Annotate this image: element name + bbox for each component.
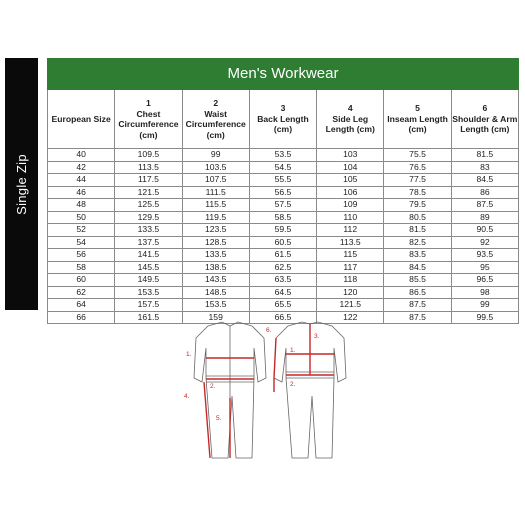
table-cell: 79.5 [384, 199, 451, 212]
table-row [48, 274, 519, 287]
table-title: Men's Workwear [48, 59, 519, 90]
table-cell: 64 [48, 299, 115, 312]
table-cell: 104 [317, 161, 384, 174]
table-cell: 113.5 [115, 161, 182, 174]
table-cell: 96.5 [451, 274, 518, 287]
table-cell: 83.5 [384, 249, 451, 262]
table-cell: 138.5 [182, 261, 249, 274]
table-cell: 65.5 [249, 299, 316, 312]
table-cell: 55.5 [249, 174, 316, 187]
table-cell: 87.5 [384, 299, 451, 312]
table-cell: 57.5 [249, 199, 316, 212]
table-cell: 82.5 [384, 236, 451, 249]
table-cell: 121.5 [317, 299, 384, 312]
table-cell: 129.5 [115, 211, 182, 224]
table-cell: 90.5 [451, 224, 518, 237]
table-cell: 120 [317, 286, 384, 299]
table-cell: 141.5 [115, 249, 182, 262]
table-cell: 117 [317, 261, 384, 274]
table-cell: 61.5 [249, 249, 316, 262]
table-row [48, 224, 519, 237]
table-cell: 81.5 [384, 224, 451, 237]
table-row [48, 261, 519, 274]
table-cell: 44 [48, 174, 115, 187]
table-cell: 153.5 [115, 286, 182, 299]
table-cell: 105 [317, 174, 384, 187]
label-waist-front: 2. [210, 383, 216, 390]
table-cell: 161.5 [115, 311, 182, 324]
table-cell: 153.5 [182, 299, 249, 312]
table-cell: 125.5 [115, 199, 182, 212]
table-cell: 46 [48, 186, 115, 199]
table-cell: 149.5 [115, 274, 182, 287]
side-tab-single-zip [5, 58, 38, 310]
table-cell: 111.5 [182, 186, 249, 199]
table-cell: 54 [48, 236, 115, 249]
table-cell: 123.5 [182, 224, 249, 237]
table-cell: 143.5 [182, 274, 249, 287]
table-cell: 148.5 [182, 286, 249, 299]
table-cell: 103 [317, 149, 384, 162]
table-cell: 54.5 [249, 161, 316, 174]
table-cell: 99 [182, 149, 249, 162]
table-cell: 99.5 [451, 311, 518, 324]
table-row [48, 286, 519, 299]
table-cell: 42 [48, 161, 115, 174]
table-cell: 53.5 [249, 149, 316, 162]
table-cell: 86 [451, 186, 518, 199]
column-header-back-length: 3 Back Length (cm) [249, 90, 316, 149]
column-header-shoulder-arm: 6 Shoulder & Arm Length (cm) [451, 90, 518, 149]
side-tab-label: Single Zip [14, 153, 29, 215]
table-cell: 87.5 [451, 199, 518, 212]
table-cell: 81.5 [451, 149, 518, 162]
table-cell: 86.5 [384, 286, 451, 299]
table-cell: 77.5 [384, 174, 451, 187]
table-cell: 56 [48, 249, 115, 262]
table-cell: 110 [317, 211, 384, 224]
table-cell: 58.5 [249, 211, 316, 224]
table-cell: 115 [317, 249, 384, 262]
table-cell: 59.5 [249, 224, 316, 237]
table-cell: 66 [48, 311, 115, 324]
table-row [48, 211, 519, 224]
table-cell: 133.5 [115, 224, 182, 237]
table-cell: 115.5 [182, 199, 249, 212]
table-row [48, 186, 519, 199]
table-cell: 60 [48, 274, 115, 287]
table-cell: 58 [48, 261, 115, 274]
table-cell: 85.5 [384, 274, 451, 287]
table-cell: 122 [317, 311, 384, 324]
table-row [48, 199, 519, 212]
table-cell: 92 [451, 236, 518, 249]
table-cell: 133.5 [182, 249, 249, 262]
table-cell: 157.5 [115, 299, 182, 312]
table-cell: 76.5 [384, 161, 451, 174]
table-cell: 64.5 [249, 286, 316, 299]
table-cell: 112 [317, 224, 384, 237]
table-cell: 99 [451, 299, 518, 312]
coverall-measurement-diagram [170, 318, 370, 468]
table-row [48, 249, 519, 262]
table-cell: 52 [48, 224, 115, 237]
table-cell: 83 [451, 161, 518, 174]
table-cell: 84.5 [384, 261, 451, 274]
column-header-waist: 2 Waist Circumference (cm) [182, 90, 249, 149]
table-cell: 89 [451, 211, 518, 224]
label-chest-back: 1. [290, 347, 296, 354]
table-cell: 98 [451, 286, 518, 299]
table-cell: 60.5 [249, 236, 316, 249]
table-row [48, 236, 519, 249]
table-cell: 145.5 [115, 261, 182, 274]
table-cell: 109.5 [115, 149, 182, 162]
table-cell: 80.5 [384, 211, 451, 224]
table-cell: 48 [48, 199, 115, 212]
label-shoulder-arm: 6. [266, 327, 272, 334]
table-cell: 40 [48, 149, 115, 162]
size-chart-table [47, 58, 519, 324]
table-cell: 75.5 [384, 149, 451, 162]
table-cell: 109 [317, 199, 384, 212]
column-header-chest: 1 Chest Circumference (cm) [115, 90, 182, 149]
table-cell: 66.5 [249, 311, 316, 324]
table-cell: 118 [317, 274, 384, 287]
table-cell: 62.5 [249, 261, 316, 274]
table-cell: 107.5 [182, 174, 249, 187]
table-cell: 87.5 [384, 311, 451, 324]
table-cell: 121.5 [115, 186, 182, 199]
column-header-inseam: 5 Inseam Length (cm) [384, 90, 451, 149]
column-header-european-size: European Size [48, 90, 115, 149]
table-cell: 119.5 [182, 211, 249, 224]
table-cell: 84.5 [451, 174, 518, 187]
table-cell: 78.5 [384, 186, 451, 199]
label-back-length: 3. [314, 333, 320, 340]
table-cell: 63.5 [249, 274, 316, 287]
table-row [48, 161, 519, 174]
table-cell: 50 [48, 211, 115, 224]
table-cell: 113.5 [317, 236, 384, 249]
table-row [48, 174, 519, 187]
table-cell: 106 [317, 186, 384, 199]
table-cell: 93.5 [451, 249, 518, 262]
table-cell: 56.5 [249, 186, 316, 199]
table-row [48, 149, 519, 162]
table-row [48, 299, 519, 312]
table-cell: 137.5 [115, 236, 182, 249]
label-waist-back: 2. [290, 381, 296, 388]
table-cell: 62 [48, 286, 115, 299]
label-chest-front: 1. [186, 351, 192, 358]
column-header-side-leg: 4 Side Leg Length (cm) [317, 90, 384, 149]
table-cell: 117.5 [115, 174, 182, 187]
table-cell: 95 [451, 261, 518, 274]
label-inseam: 5. [216, 415, 222, 422]
label-side-leg: 4. [184, 393, 190, 400]
table-cell: 159 [182, 311, 249, 324]
table-body [48, 149, 519, 324]
table-cell: 128.5 [182, 236, 249, 249]
table-cell: 103.5 [182, 161, 249, 174]
